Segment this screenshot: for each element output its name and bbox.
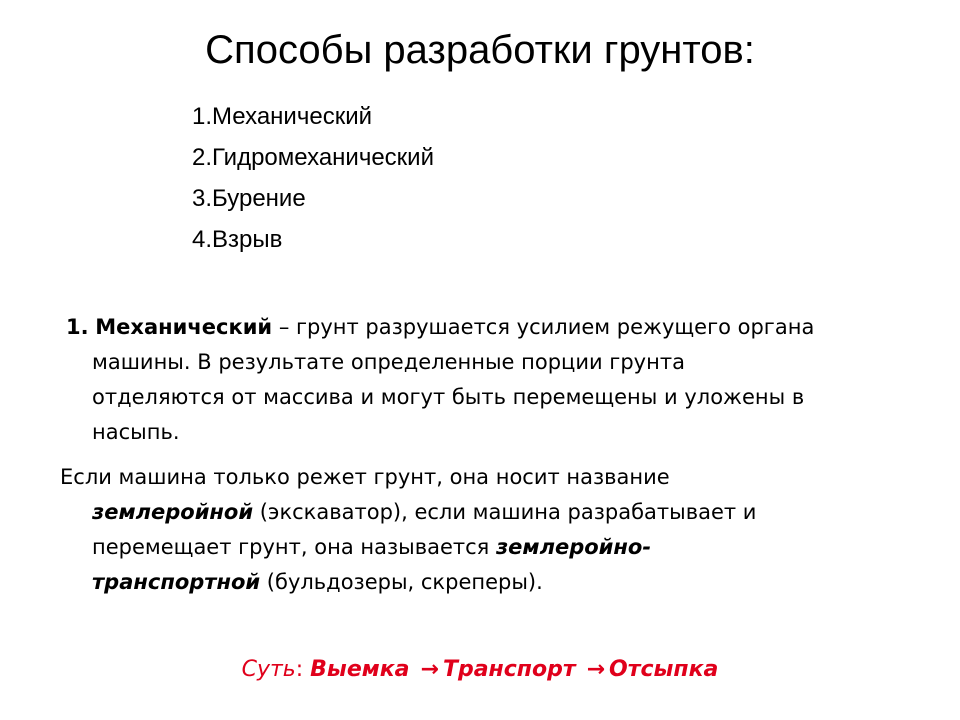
step-excavation: Выемка	[310, 657, 410, 682]
step-transport: Транспорт	[442, 657, 576, 682]
term-earthmoving-transport-part1: землеройно-	[495, 535, 652, 559]
method-item-mechanical: 1.Механический	[192, 103, 372, 130]
essence-colon: :	[295, 657, 311, 682]
para1-number: 1.	[66, 315, 89, 339]
arrow-right-icon: →	[420, 657, 439, 682]
para2-line2-text: (экскаватор), если машина разрабатывает и	[253, 500, 757, 524]
para1-line1-text: – грунт разрушается усилием режущего органа	[272, 315, 815, 339]
essence-label: Суть	[241, 657, 296, 682]
term-earthmoving: землеройной	[92, 500, 254, 524]
para1-line4: насыпь.	[92, 420, 180, 444]
para2-line3-text: перемещает грунт, она называется	[92, 535, 496, 559]
para1-line2: машины. В результате определенные порции грунта	[92, 350, 685, 374]
para1-line3: отделяются от массива и могут быть перемещены и уложены в	[92, 385, 805, 409]
para2-line3	[92, 530, 932, 565]
para2-line1: Если машина только режет грунт, она носит название	[60, 465, 670, 489]
arrow-right-icon: →	[586, 657, 606, 682]
machine-types-description	[60, 460, 932, 600]
method-item-drilling: 3.Бурение	[192, 185, 306, 212]
step-filling: Отсыпка	[609, 657, 719, 682]
methods-list	[192, 96, 434, 260]
para2-line4	[92, 565, 932, 600]
method-item-hydromechanical: 2.Гидромеханический	[192, 144, 434, 171]
process-essence	[0, 652, 960, 688]
slide-title: Способы разработки грунтов:	[205, 28, 755, 72]
para1-line1	[66, 310, 932, 345]
para2-line2	[92, 495, 932, 530]
para2-line4-text: (бульдозеры, скреперы).	[260, 570, 543, 594]
term-earthmoving-transport-part2: транспортной	[92, 570, 261, 594]
mechanical-description	[66, 310, 932, 450]
para1-term: Механический	[95, 315, 273, 339]
method-item-explosion: 4.Взрыв	[192, 226, 283, 253]
